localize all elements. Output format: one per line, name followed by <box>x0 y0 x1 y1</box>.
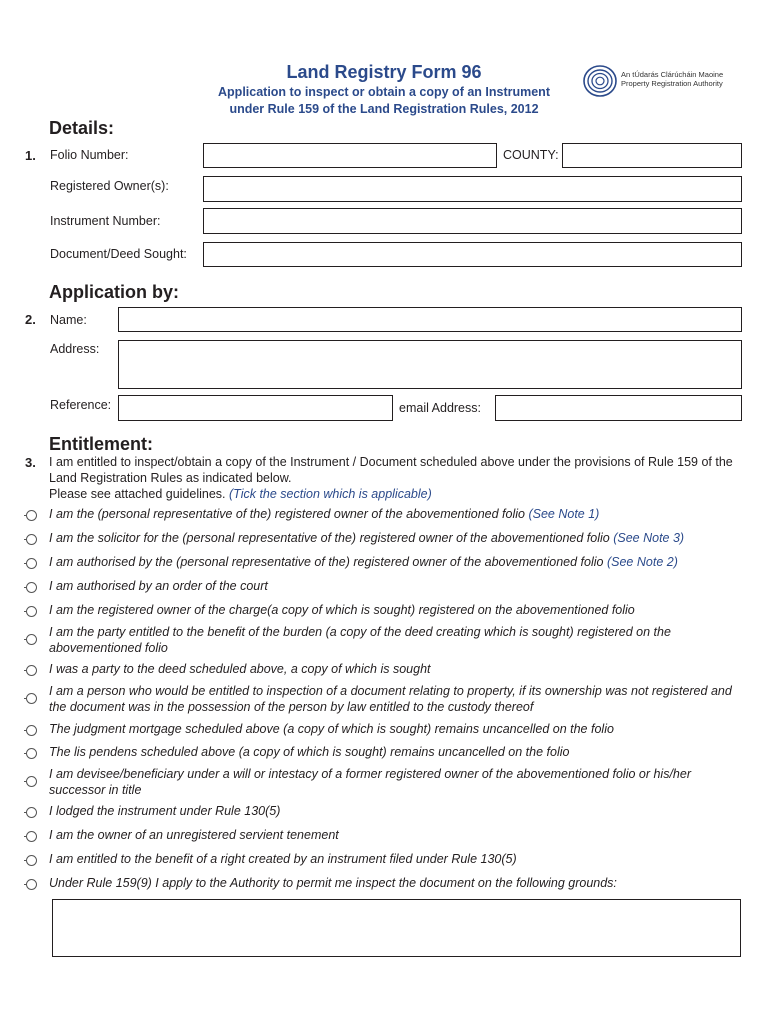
option-text: The lis pendens scheduled above (a copy of which is sought) remains uncancelled on the folio <box>49 745 570 759</box>
radio-button[interactable] <box>26 776 37 787</box>
entitlement-option[interactable] <box>26 767 741 798</box>
radio-button[interactable] <box>26 879 37 890</box>
section-number-2: 2. <box>25 312 36 327</box>
entitlement-option[interactable] <box>26 745 741 761</box>
subtitle-line-1: Application to inspect or obtain a copy of an Instrument <box>218 85 550 99</box>
application-heading: Application by: <box>49 282 179 302</box>
reference-input[interactable] <box>118 395 393 421</box>
note-reference: (See Note 2) <box>606 555 678 569</box>
entitlement-option[interactable] <box>26 531 741 547</box>
entitlement-heading: Entitlement: <box>49 434 154 454</box>
document-sought-input[interactable] <box>203 242 742 267</box>
section-number-1: 1. <box>25 148 36 163</box>
radio-button[interactable] <box>26 725 37 736</box>
instrument-label: Instrument Number: <box>50 214 161 228</box>
option-text: I am the owner of an unregistered servient tenement <box>49 828 339 842</box>
entitlement-option[interactable] <box>26 684 741 715</box>
folio-number-input[interactable] <box>203 143 497 168</box>
form-subtitle <box>150 84 618 118</box>
option-text: I am the solicitor for the (personal representative of the) registered owner of the abovementioned folio (See Note 3) <box>49 531 685 545</box>
email-label: email Address: <box>399 401 481 415</box>
option-text: I lodged the instrument under Rule 130(5) <box>49 804 281 818</box>
section-number-3: 3. <box>25 455 36 470</box>
entitlement-option[interactable] <box>26 876 741 892</box>
option-text: I am entitled to the benefit of a right created by an instrument filed under Rule 130(5) <box>49 852 517 866</box>
radio-button[interactable] <box>26 510 37 521</box>
applicant-address-input[interactable] <box>118 340 742 389</box>
entitlement-intro <box>49 454 739 502</box>
pra-logo-icon <box>582 64 618 98</box>
folio-label: Folio Number: <box>50 148 129 162</box>
radio-button[interactable] <box>26 534 37 545</box>
radio-button[interactable] <box>26 693 37 704</box>
entitlement-option[interactable] <box>26 555 741 571</box>
intro-statement: I am entitled to inspect/obtain a copy of the Instrument / Document scheduled above under the provisions of Rule 159 of the Land Registration Rules as indicated below. <box>49 455 733 485</box>
details-heading: Details: <box>49 118 115 138</box>
entitlement-option[interactable] <box>26 828 741 844</box>
note-reference: (See Note 3) <box>613 531 685 545</box>
intro-guidelines-text: Please see attached guidelines. <box>49 487 226 501</box>
logo-line-english: Property Registration Authority <box>621 79 723 88</box>
form-title: Land Registry Form 96 <box>286 62 482 82</box>
email-input[interactable] <box>495 395 742 421</box>
option-text: I am the (personal representative of the) registered owner of the abovementioned folio (See Note 1) <box>49 507 600 521</box>
option-text: I am authorised by an order of the court <box>49 579 268 593</box>
applicant-name-input[interactable] <box>118 307 742 332</box>
instrument-number-input[interactable] <box>203 208 742 234</box>
subtitle-line-2: under Rule 159 of the Land Registration Rules, 2012 <box>229 102 539 116</box>
entitlement-option[interactable] <box>26 722 741 738</box>
radio-button[interactable] <box>26 748 37 759</box>
grounds-textarea[interactable] <box>52 899 741 957</box>
logo-text <box>621 70 761 88</box>
name-label: Name: <box>50 313 87 327</box>
entitlement-option[interactable] <box>26 579 741 595</box>
option-text: I am a person who would be entitled to inspection of a document relating to property, if its ownership was not registered and the document was in the possession of the person by law entitled to the custody thereof <box>49 684 732 714</box>
radio-button[interactable] <box>26 855 37 866</box>
intro-hint: (Tick the section which is applicable) <box>229 487 432 501</box>
note-reference: (See Note 1) <box>528 507 600 521</box>
radio-button[interactable] <box>26 831 37 842</box>
reference-label: Reference: <box>50 398 112 412</box>
entitlement-option[interactable] <box>26 804 741 820</box>
intro-guidelines <box>49 486 739 502</box>
option-text: The judgment mortgage scheduled above (a copy of which is sought) remains uncancelled on the folio <box>49 722 614 736</box>
radio-button[interactable] <box>26 665 37 676</box>
option-text: Under Rule 159(9) I apply to the Authority to permit me inspect the document on the following grounds: <box>49 876 617 890</box>
option-text: I am devisee/beneficiary under a will or intestacy of a former registered owner of the abovementioned folio or his/her successor in title <box>49 767 691 797</box>
entitlement-option[interactable] <box>26 625 741 656</box>
radio-button[interactable] <box>26 558 37 569</box>
county-input[interactable] <box>562 143 742 168</box>
option-text: I was a party to the deed scheduled above, a copy of which is sought <box>49 662 431 676</box>
radio-button[interactable] <box>26 634 37 645</box>
radio-button[interactable] <box>26 606 37 617</box>
registered-owner-input[interactable] <box>203 176 742 202</box>
radio-button[interactable] <box>26 582 37 593</box>
entitlement-option[interactable] <box>26 507 741 523</box>
entitlement-option[interactable] <box>26 852 741 868</box>
document-label: Document/Deed Sought: <box>50 247 187 261</box>
entitlement-option[interactable] <box>26 603 741 619</box>
logo-line-irish: An tÚdarás Clárúcháin Maoine <box>621 70 724 79</box>
option-text: I am authorised by the (personal representative of the) registered owner of the abovementioned folio (See Note 2) <box>49 555 678 569</box>
radio-button[interactable] <box>26 807 37 818</box>
owner-label: Registered Owner(s): <box>50 179 169 193</box>
county-label: COUNTY: <box>503 148 559 162</box>
option-text: I am the registered owner of the charge(a copy of which is sought) registered on the abovementioned folio <box>49 603 635 617</box>
entitlement-option[interactable] <box>26 662 741 678</box>
option-text: I am the party entitled to the benefit of the burden (a copy of the deed creating which is sought) registered on the abovementioned folio <box>49 625 671 655</box>
address-label: Address: <box>50 342 100 356</box>
